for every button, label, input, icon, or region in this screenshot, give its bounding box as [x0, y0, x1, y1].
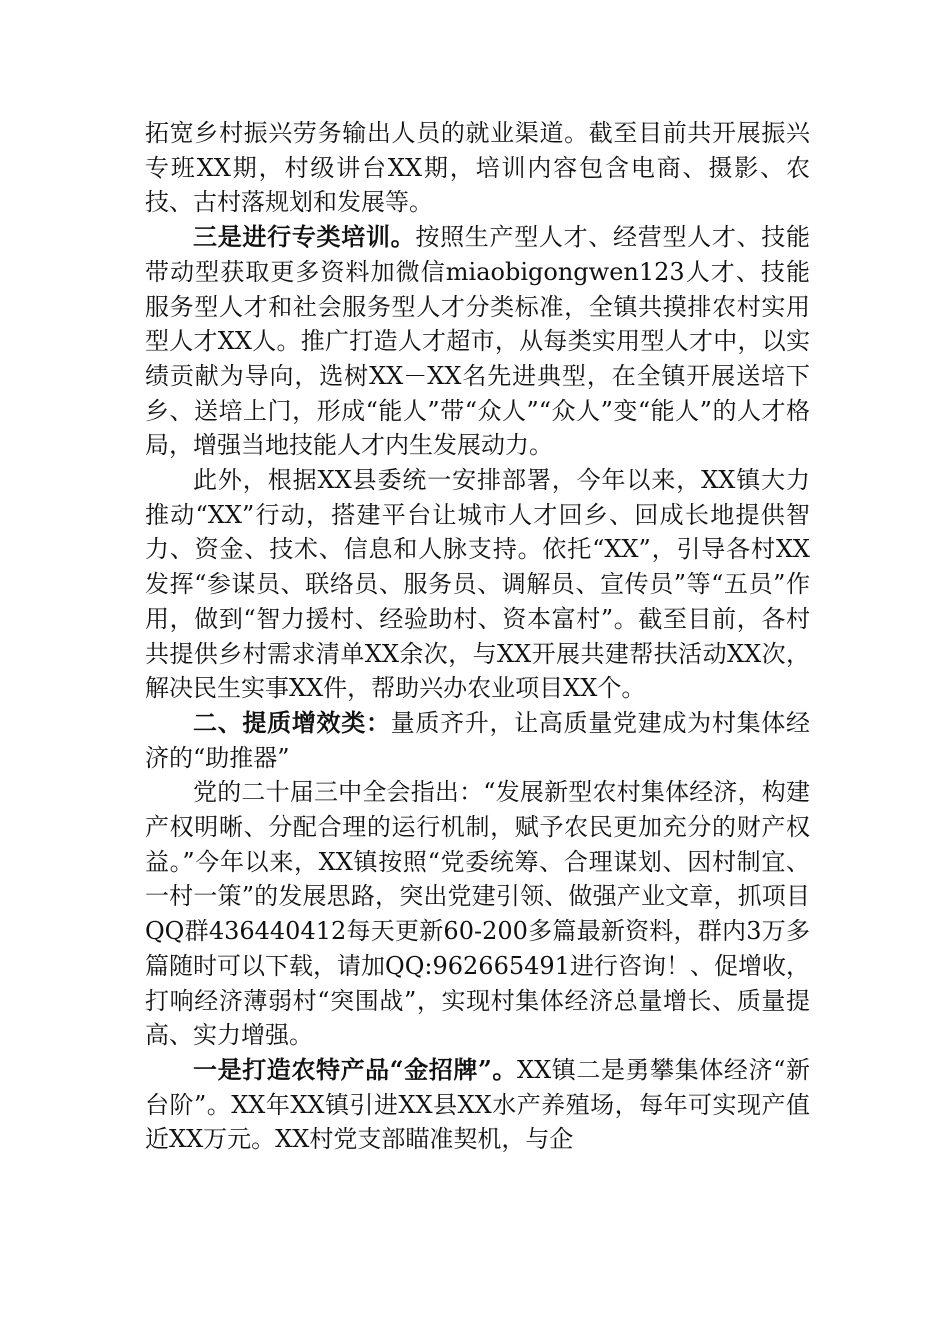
paragraph-plenary-session	[145, 775, 810, 1053]
paragraph-training-channels	[145, 116, 810, 220]
paragraph-additionally	[145, 463, 810, 706]
paragraph-text: 按照生产型人才、经营型人才、技能带动型获取更多资料加微信miaobigongwen123人才、技能服务型人才和社会服务型人才分类标准，全镇共摸排农村实用型人才XX人。推广打造人才超市，从每类实用型人才中，以实绩贡献为导向，选树XX－XX名先进典型，在全镇开展送培下乡、送培上门，形成“能人”带“众人”“众人”变“能人”的人才格局，增强当地技能人才内生发展动力。	[145, 223, 810, 460]
paragraph-text: 拓宽乡村振兴劳务输出人员的就业渠道。截至目前共开展振兴专班XX期，村级讲台XX期，培训内容包含电商、摄影、农技、古村落规划和发展等。	[145, 119, 810, 217]
paragraph-golden-brand	[145, 1053, 810, 1157]
paragraph-lead-heading: 三是进行专类培训。	[193, 222, 416, 252]
paragraph-specialized-training	[145, 220, 810, 463]
paragraph-text: 此外，根据XX县委统一安排部署，今年以来，XX镇大力推动“XX”行动，搭建平台让城市人才回乡、回成长地提供智力、资金、技术、信息和人脉支持。依托“XX”，引导各村XX发挥“参谋员、联络员、服务员、调解员、宣传员”等“五员”作用，做到“智力援村、经验助村、资本富村”。截至目前，各村共提供乡村需求清单XX余次，与XX开展共建帮扶活动XX次，解决民生实事XX件，帮助兴办农业项目XX个。	[145, 466, 810, 703]
section-heading-text: 量质齐升，让高质量党建成为村集体经济的“助推器”	[145, 708, 811, 772]
document-body	[145, 116, 810, 1157]
section-heading-quality-efficiency	[145, 706, 810, 775]
paragraph-lead-heading: 一是打造农特产品“金招牌”。	[193, 1054, 517, 1084]
paragraph-text: 党的二十届三中全会指出：“发展新型农村集体经济，构建产权明晰、分配合理的运行机制，赋予农民更加充分的财产权益。”今年以来，XX镇按照“党委统筹、合理谋划、因村制宜、一村一策”的发展思路，突出党建引领、做强产业文章，抓项目QQ群436440412每天更新60-200多篇最新资料，群内3万多篇随时可以下载，请加QQ:962665491进行咨询！、促增收，打响经济薄弱村“突围战”，实现村集体经济总量增长、质量提高、实力增强。	[145, 778, 810, 1050]
section-heading-lead: 二、提质增效类：	[193, 707, 391, 737]
paragraph-text: XX镇二是勇攀集体经济“新台阶”。XX年XX镇引进XX县XX水产养殖场，每年可实现产值近XX万元。XX村党支部瞄准契机，与企	[145, 1055, 810, 1154]
